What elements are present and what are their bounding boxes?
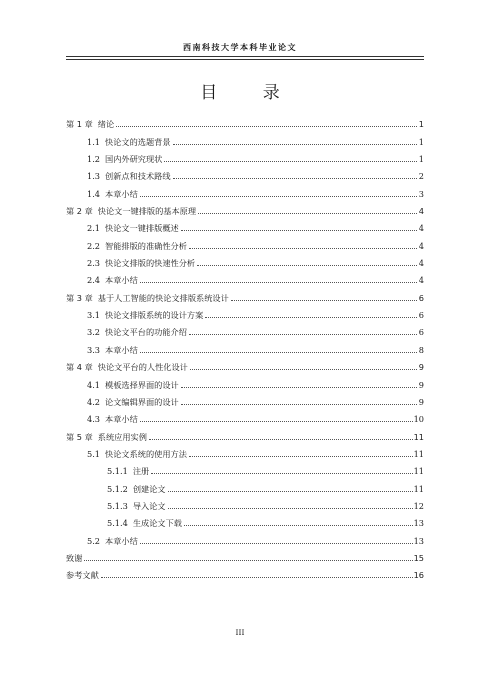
- toc-entry-number: 5.1: [87, 448, 101, 459]
- toc-entry-label: 生成论文下载: [132, 518, 182, 529]
- toc-entry-number: 第 1 章: [66, 119, 93, 130]
- toc-entry-label: 模板选择界面的设计: [105, 379, 179, 390]
- toc-leader-dots: [181, 404, 417, 405]
- toc-leader-dots: [184, 525, 413, 526]
- toc-entry[interactable]: [66, 372, 424, 389]
- toc-entry[interactable]: [66, 320, 424, 337]
- toc-entry-number: 3.3: [87, 344, 101, 355]
- toc-entry-page: 4: [418, 275, 424, 286]
- toc-entry[interactable]: [66, 563, 424, 580]
- toc-entry-label: 快论文的选题背景: [105, 136, 171, 147]
- toc-entry-page: 3: [418, 188, 424, 199]
- toc-entry-page: 11: [413, 431, 424, 442]
- toc-leader-dots: [173, 178, 417, 179]
- toc-entry-page: 13: [413, 518, 424, 529]
- toc-entry-label: 快论文平台的人性化设计: [97, 362, 188, 373]
- toc-leader-dots: [205, 317, 417, 318]
- toc-entry-label: 本章小结: [105, 344, 138, 355]
- toc-entry-page: 1: [418, 154, 424, 165]
- toc-entry-page: 10: [413, 414, 424, 425]
- toc-entry-number: 第 2 章: [66, 206, 93, 217]
- toc-leader-dots: [140, 352, 417, 353]
- toc-entry-label: 快论文排版的快速性分析: [105, 258, 196, 269]
- toc-entry-page: 16: [413, 570, 424, 581]
- toc-entry-label: 本章小结: [105, 188, 138, 199]
- toc-entry-number: 2.3: [87, 258, 101, 269]
- toc-entry[interactable]: [66, 407, 424, 424]
- toc-entry-page: 4: [418, 258, 424, 269]
- toc-title: 目 录: [200, 83, 300, 103]
- toc-entry-page: 9: [418, 379, 424, 390]
- toc-entry[interactable]: [66, 147, 424, 164]
- toc-entry-page: 2: [418, 171, 424, 182]
- toc-leader-dots: [140, 282, 417, 283]
- toc-entry-label: 快论文一键排版概述: [105, 223, 179, 234]
- toc-leader-dots: [168, 491, 413, 492]
- toc-entry[interactable]: [66, 303, 424, 320]
- toc-entry-number: 1.2: [87, 154, 101, 165]
- toc-entry-label: 本章小结: [105, 414, 138, 425]
- toc-entry[interactable]: [66, 337, 424, 354]
- header-rule: [66, 56, 424, 60]
- toc-entry-number: 4.1: [87, 379, 101, 390]
- toc-entry-number: 第 5 章: [66, 431, 93, 442]
- toc-leader-dots: [197, 265, 417, 266]
- toc-entry-page: 9: [418, 362, 424, 373]
- toc-entry[interactable]: [66, 251, 424, 268]
- toc-entry-page: 8: [418, 344, 424, 355]
- toc-entry-number: 3.2: [87, 327, 101, 338]
- toc-entry-label: 快论文一键排版的基本原理: [97, 206, 197, 217]
- toc-entry-page: 6: [418, 327, 424, 338]
- toc-entry-number: 4.3: [87, 414, 101, 425]
- toc-leader-dots: [101, 577, 413, 578]
- toc-entry-label: 智能排版的准确性分析: [105, 240, 187, 251]
- toc-entry-label: 创建论文: [132, 483, 166, 494]
- toc-entry-number: 2.1: [87, 223, 101, 234]
- toc-entry-number: 5.1.4: [107, 518, 128, 529]
- toc-entry[interactable]: [66, 268, 424, 285]
- toc-leader-dots: [231, 300, 417, 301]
- toc-entry[interactable]: [66, 285, 424, 302]
- toc-entry-label: 基于人工智能的快论文排版系统设计: [97, 292, 229, 303]
- toc-leader-dots: [84, 560, 412, 561]
- toc-entry-number: 第 4 章: [66, 362, 93, 373]
- toc-entry-label: 创新点和技术路线: [105, 171, 171, 182]
- page-number: III: [235, 628, 245, 637]
- toc-entry-number: 第 3 章: [66, 292, 93, 303]
- toc-entry-number: 5.1.1: [107, 466, 128, 477]
- toc-leader-dots: [190, 369, 417, 370]
- toc-entry[interactable]: [66, 494, 424, 511]
- toc-leader-dots: [189, 334, 417, 335]
- toc-entry[interactable]: [66, 476, 424, 493]
- toc-leader-dots: [173, 144, 417, 145]
- toc-entry-page: 12: [413, 500, 424, 511]
- toc-entry-page: 1: [418, 136, 424, 147]
- toc-entry-label: 本章小结: [105, 275, 138, 286]
- toc-entry-page: 11: [413, 483, 424, 494]
- toc-entry-page: 4: [418, 240, 424, 251]
- toc-leader-dots: [189, 456, 413, 457]
- toc-entry-label: 致谢: [66, 552, 83, 563]
- toc-entry-page: 13: [413, 535, 424, 546]
- toc-entry[interactable]: [66, 216, 424, 233]
- toc-entry[interactable]: [66, 199, 424, 216]
- toc-entry[interactable]: [66, 424, 424, 441]
- toc-entry-number: 2.2: [87, 240, 101, 251]
- toc-entry-number: 1.1: [87, 136, 101, 147]
- toc-entry-page: 4: [418, 223, 424, 234]
- toc-entry-label: 参考文献: [66, 570, 99, 581]
- toc-entry-page: 1: [418, 119, 424, 130]
- toc-entry[interactable]: [66, 546, 424, 563]
- toc-leader-dots: [189, 248, 417, 249]
- toc-entry[interactable]: [66, 442, 424, 459]
- toc-leader-dots: [164, 161, 417, 162]
- toc-entry-number: 4.2: [87, 396, 101, 407]
- toc-leader-dots: [149, 439, 413, 440]
- toc-entry-label: 论文编辑界面的设计: [105, 396, 179, 407]
- toc-entry[interactable]: [66, 181, 424, 198]
- toc-entry[interactable]: [66, 233, 424, 250]
- toc-entry-page: 6: [418, 292, 424, 303]
- toc-entry-label: 系统应用实例: [97, 431, 147, 442]
- toc-leader-dots: [151, 473, 412, 474]
- toc-leader-dots: [140, 421, 413, 422]
- toc-entry[interactable]: [66, 459, 424, 476]
- toc-entry[interactable]: [66, 112, 424, 129]
- toc-leader-dots: [198, 213, 417, 214]
- running-header: 西南科技大学本科毕业论文: [183, 42, 297, 52]
- toc-entry-label: 国内外研究现状: [105, 154, 163, 165]
- table-of-contents: [66, 112, 424, 580]
- toc-entry-label: 绪论: [97, 119, 115, 130]
- toc-entry-number: 5.1.2: [107, 483, 128, 494]
- toc-entry-number: 5.2: [87, 535, 101, 546]
- toc-entry-number: 5.1.3: [107, 500, 128, 511]
- toc-entry-number: 3.1: [87, 310, 101, 321]
- toc-leader-dots: [168, 508, 413, 509]
- toc-entry-label: 快论文平台的功能介绍: [105, 327, 187, 338]
- toc-leader-dots: [116, 126, 417, 127]
- toc-entry-label: 快论文系统的使用方法: [105, 448, 187, 459]
- toc-entry-page: 9: [418, 396, 424, 407]
- toc-entry-label: 注册: [132, 466, 150, 477]
- toc-entry-number: 1.4: [87, 188, 101, 199]
- toc-entry-number: 1.3: [87, 171, 101, 182]
- toc-entry-label: 本章小结: [105, 535, 138, 546]
- toc-entry-label: 导入论文: [132, 500, 166, 511]
- toc-entry-label: 快论文排版系统的设计方案: [105, 310, 204, 321]
- toc-entry[interactable]: [66, 129, 424, 146]
- toc-entry-page: 11: [413, 448, 424, 459]
- toc-leader-dots: [181, 387, 417, 388]
- toc-entry-page: 11: [413, 466, 424, 477]
- toc-entry-page: 6: [418, 310, 424, 321]
- toc-leader-dots: [140, 543, 413, 544]
- toc-entry-page: 4: [418, 206, 424, 217]
- toc-entry[interactable]: [66, 390, 424, 407]
- toc-entry-number: 2.4: [87, 275, 101, 286]
- toc-leader-dots: [181, 230, 417, 231]
- toc-entry[interactable]: [66, 511, 424, 528]
- toc-leader-dots: [140, 196, 417, 197]
- toc-entry[interactable]: [66, 528, 424, 545]
- toc-entry[interactable]: [66, 355, 424, 372]
- toc-entry-page: 15: [413, 552, 424, 563]
- toc-entry[interactable]: [66, 164, 424, 181]
